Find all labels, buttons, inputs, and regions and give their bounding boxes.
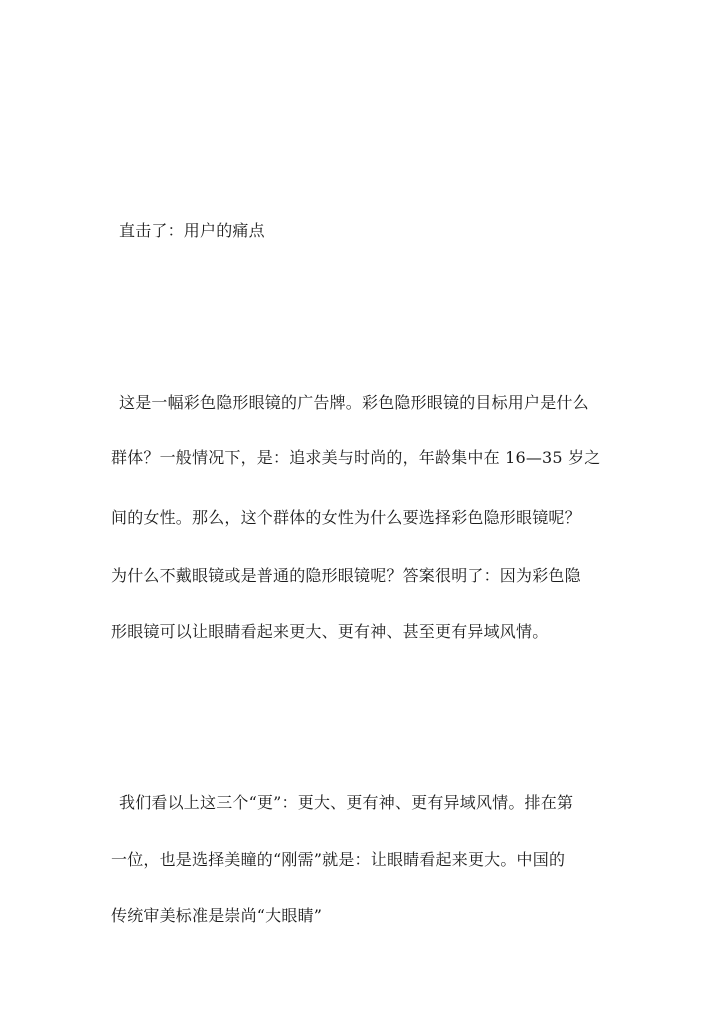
paragraph-2-line: 一位，也是选择美瞳的“刚需”就是：让眼睛看起来更大。中国的 [111, 850, 566, 869]
paragraph-1-line: 群体？一般情况下，是：追求美与时尚的，年龄集中在 16—35 岁之 [111, 448, 601, 467]
paragraph-1-line: 这是一幅彩色隐形眼镜的广告牌。彩色隐形眼镜的目标用户是什么 [119, 393, 589, 412]
paragraph-2-line: 传统审美标准是崇尚“大眼睛” [111, 906, 323, 925]
paragraph-1-line: 间的女性。那么，这个群体的女性为什么要选择彩色隐形眼镜呢？ [111, 508, 581, 527]
section-heading: 直击了：用户的痛点 [119, 221, 265, 240]
paragraph-1-line: 形眼镜可以让眼睛看起来更大、更有神、甚至更有异域风情。 [111, 622, 549, 641]
paragraph-1-line: 为什么不戴眼镜或是普通的隐形眼镜呢？答案很明了：因为彩色隐 [111, 566, 581, 585]
paragraph-2-line: 我们看以上这三个“更”：更大、更有神、更有异域风情。排在第 [119, 793, 574, 812]
